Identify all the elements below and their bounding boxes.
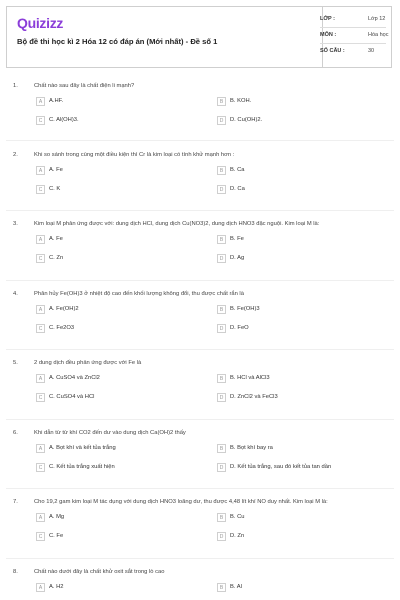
option-text: D. Zn [230,533,245,539]
option-text: B. KOH. [230,98,252,104]
option-d[interactable] [217,324,387,334]
meta-question-count-label: SỐ CÂU : [320,48,345,54]
option-a[interactable] [36,444,206,454]
option-letter-box: C [36,185,45,194]
question-text: Chất nào dưới đây là chất khử oxit sắt trong lò cao [34,569,165,575]
option-c[interactable] [36,324,206,334]
meta-question-count-value: 30 [368,48,375,54]
option-text: D. ZnCl2 và FeCl3 [230,394,278,400]
question-number: 7. [13,499,18,505]
option-a[interactable] [36,97,206,107]
question-separator [6,140,394,141]
option-letter-box: C [36,116,45,125]
option-letter-box: C [36,463,45,472]
option-text: C. Kết tủa trắng xuất hiện [49,464,115,470]
option-b[interactable] [217,583,387,593]
option-b[interactable] [217,305,387,315]
option-letter-box: B [217,235,226,244]
option-letter-box: D [217,324,226,333]
option-d[interactable] [217,116,387,126]
option-letter-box: A [36,513,45,522]
question-number: 8. [13,569,18,575]
question-number: 1. [13,83,18,89]
option-text: A. Fe [49,167,63,173]
option-letter-box: C [36,532,45,541]
option-d[interactable] [217,532,387,542]
question-number: 5. [13,360,18,366]
option-letter-box: B [217,583,226,592]
option-text: A. Fe(OH)2 [49,306,79,312]
option-c[interactable] [36,254,206,264]
option-text: C. K [49,186,61,192]
option-text: C. Fe [49,533,64,539]
option-text: C. Fe2O3 [49,325,75,331]
option-a[interactable] [36,166,206,176]
option-d[interactable] [217,463,387,473]
option-text: A.HF. [49,98,64,104]
option-letter-box: B [217,513,226,522]
option-c[interactable] [36,463,206,473]
option-text: B. Fe(OH)3 [230,306,260,312]
option-c[interactable] [36,116,206,126]
option-letter-box: B [217,444,226,453]
option-letter-box: D [217,185,226,194]
question-separator [6,419,394,420]
option-b[interactable] [217,97,387,107]
option-text: C. Zn [49,255,64,261]
question-text: Khi so sánh trong cùng một điều kiện thì Cr là kim loại có tính khử mạnh hơn : [34,152,235,158]
question-separator [6,488,394,489]
option-letter-box: D [217,532,226,541]
option-letter-box: B [217,305,226,314]
meta-question-count [320,45,390,59]
option-c[interactable] [36,185,206,195]
option-b[interactable] [217,444,387,454]
option-text: D. Cu(OH)2. [230,117,263,123]
option-letter-box: A [36,583,45,592]
option-text: B. HCl và AlCl3 [230,375,270,381]
option-letter-box: D [217,116,226,125]
option-a[interactable] [36,374,206,384]
option-d[interactable] [217,254,387,264]
question-text: Phân hủy Fe(OH)3 ở nhiệt độ cao đến khối lượng không đổi, thu được chất rắn là [34,291,244,297]
option-text: D. Ag [230,255,245,261]
option-text: C. CuSO4 và HCl [49,394,95,400]
option-letter-box: A [36,374,45,383]
option-letter-box: A [36,166,45,175]
option-text: B. Ca [230,167,245,173]
option-letter-box: B [217,97,226,106]
option-d[interactable] [217,185,387,195]
option-b[interactable] [217,374,387,384]
option-letter-box: D [217,463,226,472]
question-number: 6. [13,430,18,436]
option-letter-box: A [36,235,45,244]
option-letter-box: C [36,324,45,333]
option-letter-box: D [217,254,226,263]
option-letter-box: C [36,254,45,263]
option-c[interactable] [36,532,206,542]
question-separator [6,349,394,350]
document-title: Bộ đề thi học kì 2 Hóa 12 có đáp án (Mới nhất) - Đề số 1 [17,37,218,46]
option-a[interactable] [36,235,206,245]
option-text: A. Bọt khí và kết tủa trắng [49,445,116,451]
option-text: B. Cu [230,514,245,520]
option-b[interactable] [217,513,387,523]
option-text: A. H2 [49,584,64,590]
meta-grade-value: Lớp 12 [368,16,386,22]
option-b[interactable] [217,166,387,176]
option-letter-box: B [217,166,226,175]
option-a[interactable] [36,513,206,523]
option-text: A. CuSO4 và ZnCl2 [49,375,100,381]
option-text: D. Kết tủa trắng, sau đó kết tủa tan dần [230,464,332,470]
option-text: B. Bọt khí bay ra [230,445,273,451]
question-text: Cho 19,2 gam kim loại M tác dụng với dung dịch HNO3 loãng dư, thu được 4,48 lít khí NO duy nhất. Kim loại M là: [34,499,328,505]
question-text: Khi dẫn từ từ khí CO2 đến dư vào dung dịch Ca(OH)2 thấy [34,430,186,436]
option-text: C. Al(OH)3. [49,117,79,123]
option-letter-box: A [36,444,45,453]
option-letter-box: A [36,305,45,314]
option-text: D. FeO [230,325,249,331]
meta-subject [320,29,390,43]
option-text: A. Mg [49,514,65,520]
meta-grade-label: LỚP : [320,16,335,22]
option-b[interactable] [217,235,387,245]
meta-subject-label: MÔN : [320,32,337,38]
meta-divider [320,43,386,44]
question-text: Chất nào sau đây là chất điện li mạnh? [34,83,135,89]
option-letter-box: B [217,374,226,383]
option-text: A. Fe [49,236,63,242]
question-number: 3. [13,221,18,227]
option-text: B. Fe [230,236,244,242]
meta-grade [320,13,390,27]
question-separator [6,210,394,211]
quizizz-logo: Quizizz [17,15,64,31]
meta-divider [320,27,386,28]
option-text: D. Ca [230,186,245,192]
option-d[interactable] [217,393,387,403]
question-separator [6,558,394,559]
question-number: 2. [13,152,18,158]
option-letter-box: D [217,393,226,402]
option-text: B. Al [230,584,242,590]
question-separator [6,280,394,281]
option-letter-box: A [36,97,45,106]
option-c[interactable] [36,393,206,403]
meta-subject-value: Hóa học [368,32,389,38]
option-a[interactable] [36,305,206,315]
option-letter-box: C [36,393,45,402]
question-text: 2 dung dịch đều phản ứng được với Fe là [34,360,142,366]
option-a[interactable] [36,583,206,593]
question-number: 4. [13,291,18,297]
question-text: Kim loại M phản ứng được với: dung dịch HCl, dung dịch Cu(NO3)2, dung dịch HNO3 đặc nguội. Kim loại M là: [34,221,320,227]
